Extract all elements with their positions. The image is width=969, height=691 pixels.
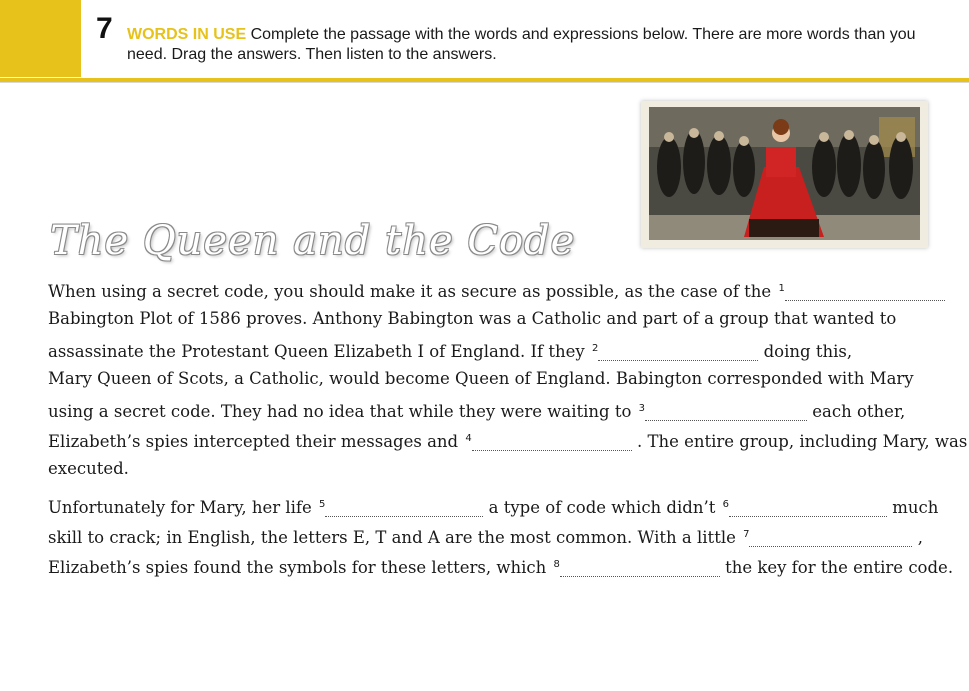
passage-text: When using a secret code, you should make it as secure as possible, as the case of the bbox=[48, 282, 777, 301]
answer-drop-zone-8[interactable] bbox=[560, 556, 720, 577]
photo-image bbox=[649, 107, 920, 240]
answer-drop-zone-2[interactable] bbox=[598, 340, 758, 361]
answer-drop-zone-7[interactable] bbox=[749, 526, 912, 547]
passage-text: much bbox=[886, 498, 939, 517]
passage-text: Unfortunately for Mary, her life bbox=[48, 498, 318, 517]
gap-number: 5 bbox=[319, 499, 326, 510]
answer-drop-zone-1[interactable] bbox=[785, 280, 945, 301]
answer-drop-zone-6[interactable] bbox=[729, 496, 887, 517]
passage-text: each other, bbox=[807, 402, 906, 421]
exercise-number: 7 bbox=[96, 12, 113, 45]
gap-number: 2 bbox=[592, 343, 599, 354]
passage-line bbox=[48, 520, 953, 550]
passage-line bbox=[48, 454, 953, 484]
passage-text: Mary Queen of Scots, a Catholic, would become Queen of England. Babington corresponded with Mary bbox=[48, 369, 914, 388]
passage-text: , bbox=[912, 528, 923, 547]
passage-text: executed. bbox=[48, 459, 129, 478]
passage-text: . The entire group, including Mary, was bbox=[631, 432, 968, 451]
instruction-text: Complete the passage with the words and expressions below. There are more words than you need. Drag the answers. Then listen to the answers. bbox=[127, 26, 916, 63]
passage-text: assassinate the Protestant Queen Elizabeth I of England. If they bbox=[48, 342, 590, 361]
answer-drop-zone-3[interactable] bbox=[645, 400, 807, 421]
passage-text: doing this, bbox=[758, 342, 853, 361]
passage-line bbox=[48, 490, 953, 520]
answer-drop-zone-4[interactable] bbox=[472, 430, 632, 451]
passage-line bbox=[48, 364, 953, 394]
passage-line bbox=[48, 304, 953, 334]
passage-text: Elizabeth’s spies found the symbols for these letters, which bbox=[48, 558, 552, 577]
passage-line bbox=[48, 394, 953, 424]
gap-number: 4 bbox=[465, 433, 472, 444]
passage-text: Elizabeth’s spies intercepted their messages and bbox=[48, 432, 464, 451]
passage-text: using a secret code. They had no idea that while they were waiting to bbox=[48, 402, 637, 421]
passage-text: Babington Plot of 1586 proves. Anthony Babington was a Catholic and part of a group that wanted to bbox=[48, 309, 897, 328]
passage-text: the key for the entire code. bbox=[719, 558, 954, 577]
gap-number: 6 bbox=[722, 499, 729, 510]
answer-drop-zone-5[interactable] bbox=[325, 496, 483, 517]
passage bbox=[48, 274, 968, 580]
header-divider-shadow bbox=[0, 82, 969, 83]
passage-text: a type of code which didn’t bbox=[483, 498, 721, 517]
passage-title: The Queen and the Code bbox=[50, 218, 576, 264]
gap-number: 7 bbox=[743, 529, 750, 540]
passage-line bbox=[48, 334, 953, 364]
photo-scene-icon bbox=[649, 107, 920, 240]
passage-line bbox=[48, 550, 953, 580]
passage-text: skill to crack; in English, the letters E, T and A are the most common. With a little bbox=[48, 528, 742, 547]
passage-line bbox=[48, 424, 968, 454]
gap-number: 3 bbox=[638, 403, 646, 414]
queen-photo bbox=[641, 101, 928, 248]
gap-number: 1 bbox=[778, 283, 785, 294]
gap-number: 8 bbox=[553, 559, 560, 570]
exercise-instruction bbox=[127, 25, 927, 65]
passage-line bbox=[48, 274, 953, 304]
exercise-color-tab bbox=[0, 0, 81, 77]
instruction-keyword: WORDS IN USE bbox=[127, 26, 247, 43]
